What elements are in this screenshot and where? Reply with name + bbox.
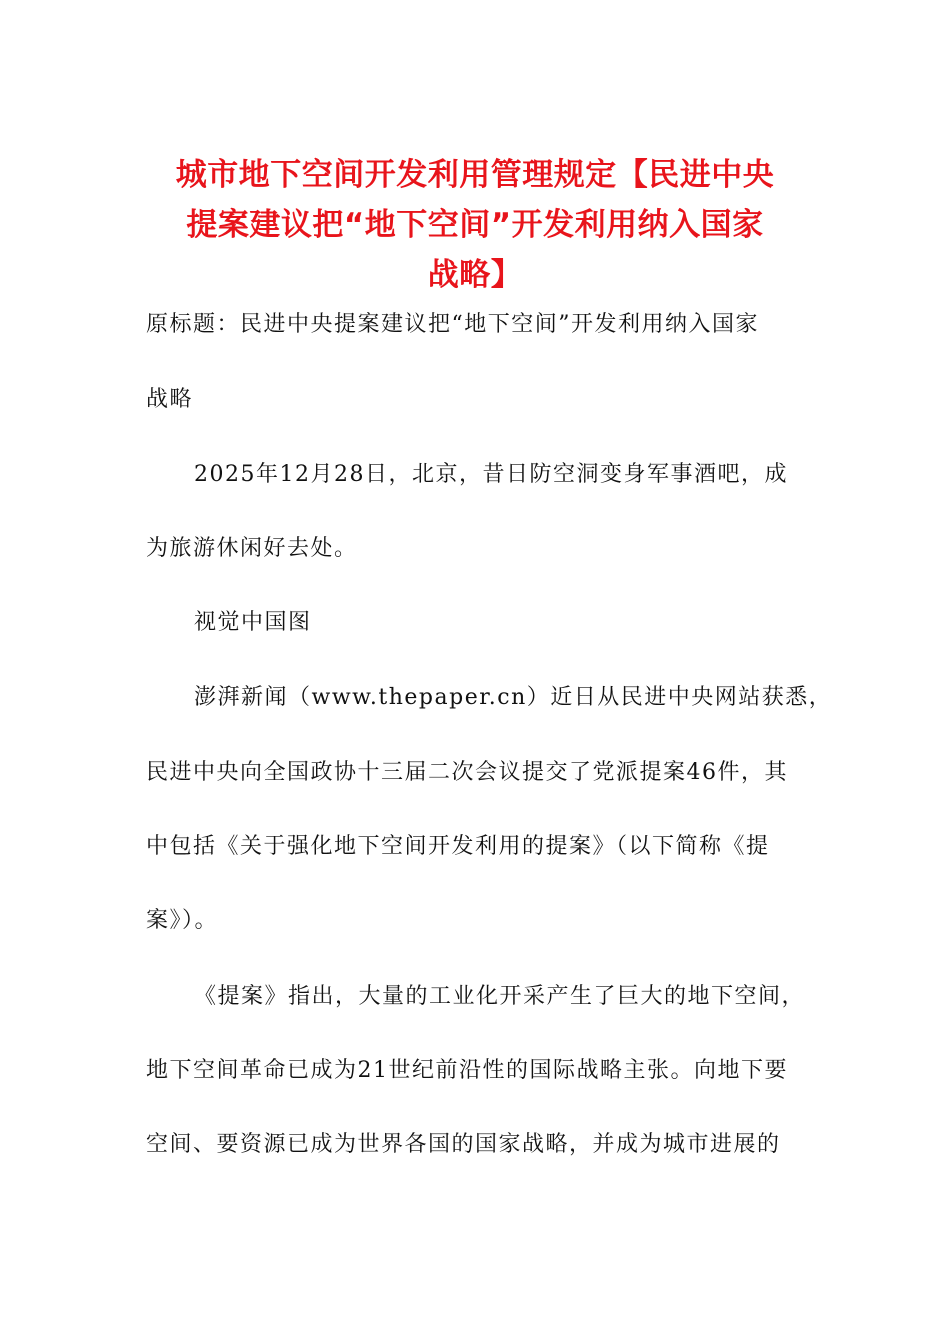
- original-title-line-2: 战略: [146, 387, 194, 412]
- paragraph-photo-caption-line-1: 2025年12月28日，北京，昔日防空洞变身军事酒吧，成: [194, 462, 788, 487]
- photo-credit: 视觉中国图: [194, 610, 312, 635]
- paragraph-photo-caption-line-2: 为旅游休闲好去处。: [146, 536, 358, 561]
- paragraph-proposal-line-3: 空间、要资源已成为世界各国的国家战略，并成为城市进展的: [146, 1132, 781, 1157]
- paragraph-news-line-4: 案》）。: [146, 908, 219, 933]
- title-line-1: 城市地下空间开发利用管理规定【民进中央: [175, 157, 775, 193]
- title-line-2: 提案建议把“地下空间”开发利用纳入国家: [186, 207, 764, 243]
- paragraph-news-line-1: 澎湃新闻（www.thepaper.cn）近日从民进中央网站获悉，: [194, 685, 833, 710]
- paragraph-proposal-line-2: 地下空间革命已成为21世纪前沿性的国际战略主张。向地下要: [146, 1058, 788, 1083]
- document-title: [140, 150, 810, 300]
- paragraph-news-line-2: 民进中央向全国政协十三届二次会议提交了党派提案46件，其: [146, 760, 788, 785]
- paragraph-news-line-3: 中包括《关于强化地下空间开发利用的提案》（以下简称《提: [146, 834, 770, 859]
- title-line-3: 战略】: [427, 257, 523, 293]
- original-title-line-1: 原标题：民进中央提案建议把“地下空间”开发利用纳入国家: [146, 312, 759, 337]
- paragraph-proposal-line-1: 《提案》指出，大量的工业化开采产生了巨大的地下空间，: [194, 984, 806, 1009]
